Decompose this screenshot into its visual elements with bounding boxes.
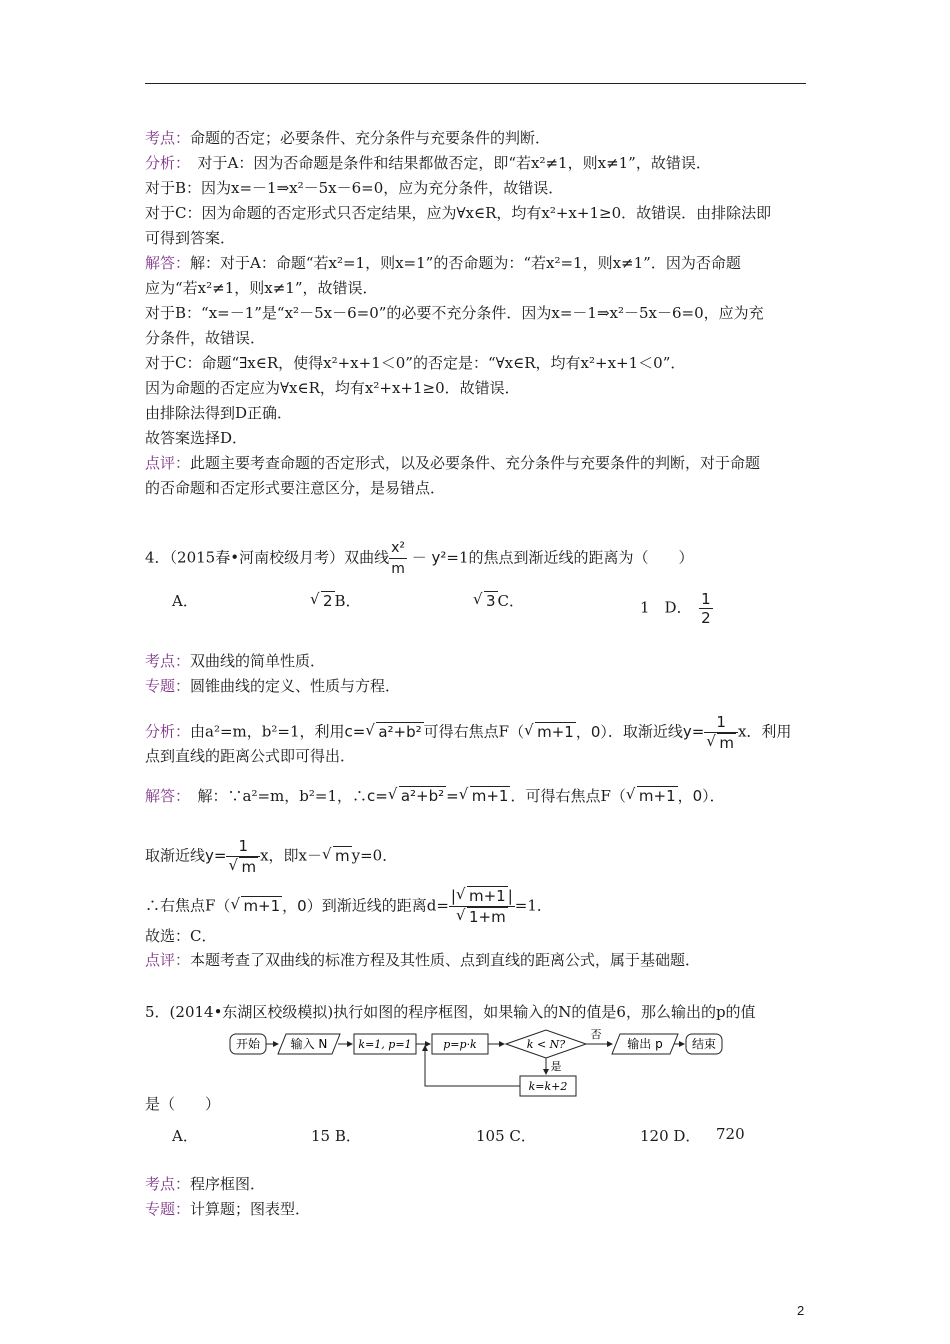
- q3-text-line: 因为命题的否定应为∀x∈R，均有x²+x+1≥0．故错误．: [145, 379, 520, 397]
- q4-kaodian: 考点：双曲线的简单性质．: [145, 652, 326, 670]
- flow-input-label: 输入 N: [290, 1037, 328, 1051]
- q5-stem: 5．(2014•东湖区校级模拟)执行如图的程序框图，如果输入的N的值是6，那么输出的p的值: [145, 1003, 756, 1021]
- flow-yes-label: 是: [550, 1060, 562, 1073]
- q3-text-line: 的否命题和否定形式要注意区分，是易错点．: [145, 479, 446, 497]
- page-number: 2: [797, 1303, 805, 1318]
- q4-option-d: 1 D． $\frac{1}{2}$: [640, 590, 711, 627]
- q3-text-line: 对于B：“x=－1”是“x²－5x－6=0”的必要不充分条件．因为x=－1⇒x²－5x－6=0，应为充: [145, 304, 764, 322]
- q3-text-line: 应为“若x²≠1，则x≠1”，故错误．: [145, 279, 378, 297]
- flow-end-label: 结束: [691, 1037, 717, 1051]
- q5-option-d-value: 720: [716, 1125, 745, 1143]
- q4-distance: ∴右焦点F（ √ m+1 ，0）到渐近线的距离d= | √ m+1 | √ 1+m =1．: [145, 885, 552, 926]
- q3-text-line: 可得到答案．: [145, 229, 236, 247]
- q3-kaodian: 考点：命题的否定；必要条件、充分条件与充要条件的判断．: [145, 129, 551, 147]
- q3-fenxi: 分析： 对于A：因为否命题是条件和结果都做否定，即“若x²≠1，则x≠1”，故错误．: [145, 154, 711, 172]
- flow-start-label: 开始: [235, 1037, 261, 1051]
- q4-option-b: √ 2 B．: [310, 590, 361, 610]
- q3-text-line: 对于C：命题“∃x∈R，使得x²+x+1＜0”的否定是：“∀x∈R，均有x²+x+1＜0”．: [145, 354, 686, 372]
- q5-option-d: 120 D．: [640, 1127, 701, 1145]
- q5-kaodian: 考点：程序框图．: [145, 1175, 266, 1193]
- q4-option-c: √ 3 C．: [473, 590, 525, 610]
- q3-text-line: 对于B：因为x=－1⇒x²－5x－6=0，应为充分条件，故错误．: [145, 179, 564, 197]
- flow-no-label: 否: [590, 1028, 602, 1041]
- q4-jieda: 解答： 解：∵a²=m，b²=1，∴c= √ a²+b² = √ m+1 ．可得右焦点F（ √ m+1 ，0）．: [145, 785, 725, 805]
- q5-option-b: 15 B．: [311, 1127, 361, 1145]
- q5-option-c: 105 C．: [476, 1127, 536, 1145]
- q3-jieda: 解答：解：对于A：命题“若x²=1，则x=1”的否命题为：“若x²=1，则x≠1”．因为否命题: [145, 254, 741, 272]
- q3-text-line: 对于C：因为命题的否定形式只否定结果，应为∀x∈R，均有x²+x+1≥0．故错误．由排除法即: [145, 204, 772, 222]
- flow-update-label: p=p·k: [443, 1038, 477, 1051]
- q3-dianping: 点评：此题主要考查命题的否定形式，以及必要条件、充分条件与充要条件的判断，对于命题: [145, 454, 761, 472]
- q5-zhuanti: 专题：计算题；图表型．: [145, 1200, 311, 1218]
- q5-option-a: A．: [172, 1127, 198, 1145]
- header-rule: [145, 83, 806, 84]
- q3-text-line: 故答案选择D．: [145, 429, 248, 447]
- q4-fenxi: 分析：由a²=m，b²=1，利用c= √ a²+b² 可得右焦点F（ √ m+1 ，0）．取渐近线y= 1 √ m x．利用: [145, 713, 792, 752]
- q3-text-line: 分条件，故错误．: [145, 329, 266, 347]
- flow-step-label: k=k+2: [528, 1080, 568, 1093]
- q4-zhuanti: 专题：圆锥曲线的定义、性质与方程．: [145, 677, 401, 695]
- flow-output-label: 输出 p: [627, 1037, 663, 1051]
- q4-option-a: A．: [172, 592, 198, 610]
- q4-answer: 故选：C．: [145, 927, 217, 945]
- q4-dianping: 点评：本题考查了双曲线的标准方程及其性质、点到直线的距离公式，属于基础题．: [145, 951, 701, 969]
- q4-fenxi-line2: 点到直线的距离公式即可得出．: [145, 747, 356, 765]
- flow-condition-label: k < N?: [526, 1038, 566, 1051]
- q3-text-line: 由排除法得到D正确．: [145, 404, 293, 422]
- q4-stem: 4．（2015春•河南校级月考）双曲线 $\frac{\text{x²}}{m}$ － y²=1的焦点到渐近线的距离为（ ）: [145, 540, 694, 577]
- q4-asymptote: 取渐近线y= 1 √ m x，即x－ √ m y=0．: [145, 837, 398, 876]
- flowchart: [228, 1028, 728, 1102]
- q5-stem-line2: 是（ ）: [145, 1095, 221, 1113]
- flow-init-label: k=1, p=1: [358, 1038, 412, 1051]
